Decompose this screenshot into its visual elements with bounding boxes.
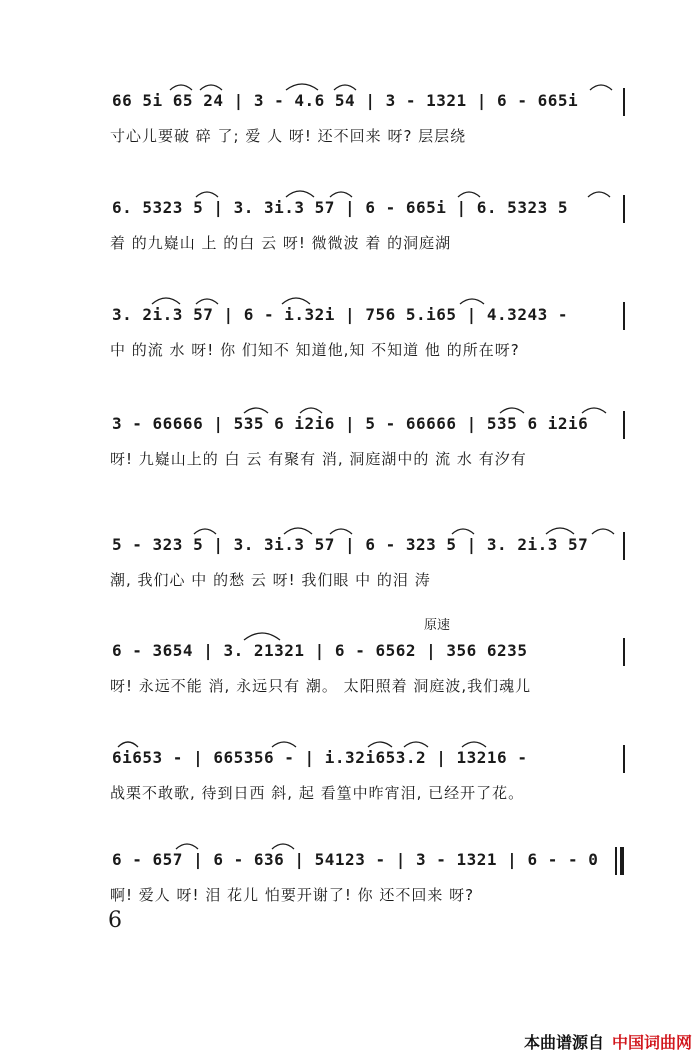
lyrics-line: 呀! 永远不能 消, 永远只有 潮。 太阳照着 洞庭波,我们魂儿	[110, 677, 532, 695]
notation-line: 3. 2i.3 57 | 6 - i.32i | 756 5.i65 | 4.3243 -	[112, 305, 568, 324]
slur-marks	[0, 833, 700, 853]
slur-marks	[0, 518, 700, 538]
lyrics-line: 呀! 九嶷山上的 白 云 有聚有 消, 洞庭湖中的 流 水 有汐有	[110, 450, 527, 468]
notation-line: 5 - 323 5 | 3. 3i.3 57 | 6 - 323 5 | 3. 2i.3 57	[112, 535, 589, 554]
notation-line: 3 - 66666 | 535 6 i2i6 | 5 - 66666 | 535 6 i2i6	[112, 414, 589, 433]
page-number: 6	[108, 908, 122, 933]
lyrics-line: 中 的流 水 呀! 你 们知不 知道他,知 不知道 他 的所在呀?	[110, 341, 520, 359]
notation-line: 6i653 - | 665356 - | i.32i653.2 | 13216 -	[112, 748, 528, 767]
notation-line: 6 - 657 | 6 - 636 | 54123 - | 3 - 1321 | 6 - - 0	[112, 850, 599, 869]
brand-link[interactable]: 中国词曲网	[611, 1033, 692, 1052]
slur-marks	[0, 288, 700, 308]
lyrics-line: 战栗不敢歌, 待到日西 斜, 起 看篁中昨宵泪, 已经开了花。	[110, 784, 525, 802]
tempo-marking: 原速	[424, 618, 451, 633]
slur-marks	[0, 397, 700, 417]
lyrics-line: 着 的九嶷山 上 的白 云 呀! 微微波 着 的洞庭湖	[110, 234, 452, 252]
notation-line: 6 - 3654 | 3. 21321 | 6 - 6562 | 356 6235	[112, 641, 528, 660]
lyrics-line: 潮, 我们心 中 的愁 云 呀! 我们眼 中 的泪 涛	[110, 571, 431, 589]
slur-marks	[0, 624, 700, 644]
slur-marks	[0, 74, 700, 94]
notation-line: 66 5i 65 24 | 3 - 4.6 54 | 3 - 1321 | 6 - 665i	[112, 91, 579, 110]
slur-marks	[0, 181, 700, 201]
lyrics-line: 啊! 爱人 呀! 泪 花儿 怕要开谢了! 你 还不回来 呀?	[110, 886, 475, 904]
lyrics-line: 寸心儿要破 碎 了; 爱 人 呀! 还不回来 呀? 层层绕	[110, 127, 467, 145]
notation-line: 6. 5323 5 | 3. 3i.3 57 | 6 - 665i | 6. 5323 5	[112, 198, 568, 217]
source-label: 本曲谱源自	[523, 1033, 604, 1052]
source-credit	[524, 1030, 692, 1053]
slur-marks	[0, 731, 700, 751]
